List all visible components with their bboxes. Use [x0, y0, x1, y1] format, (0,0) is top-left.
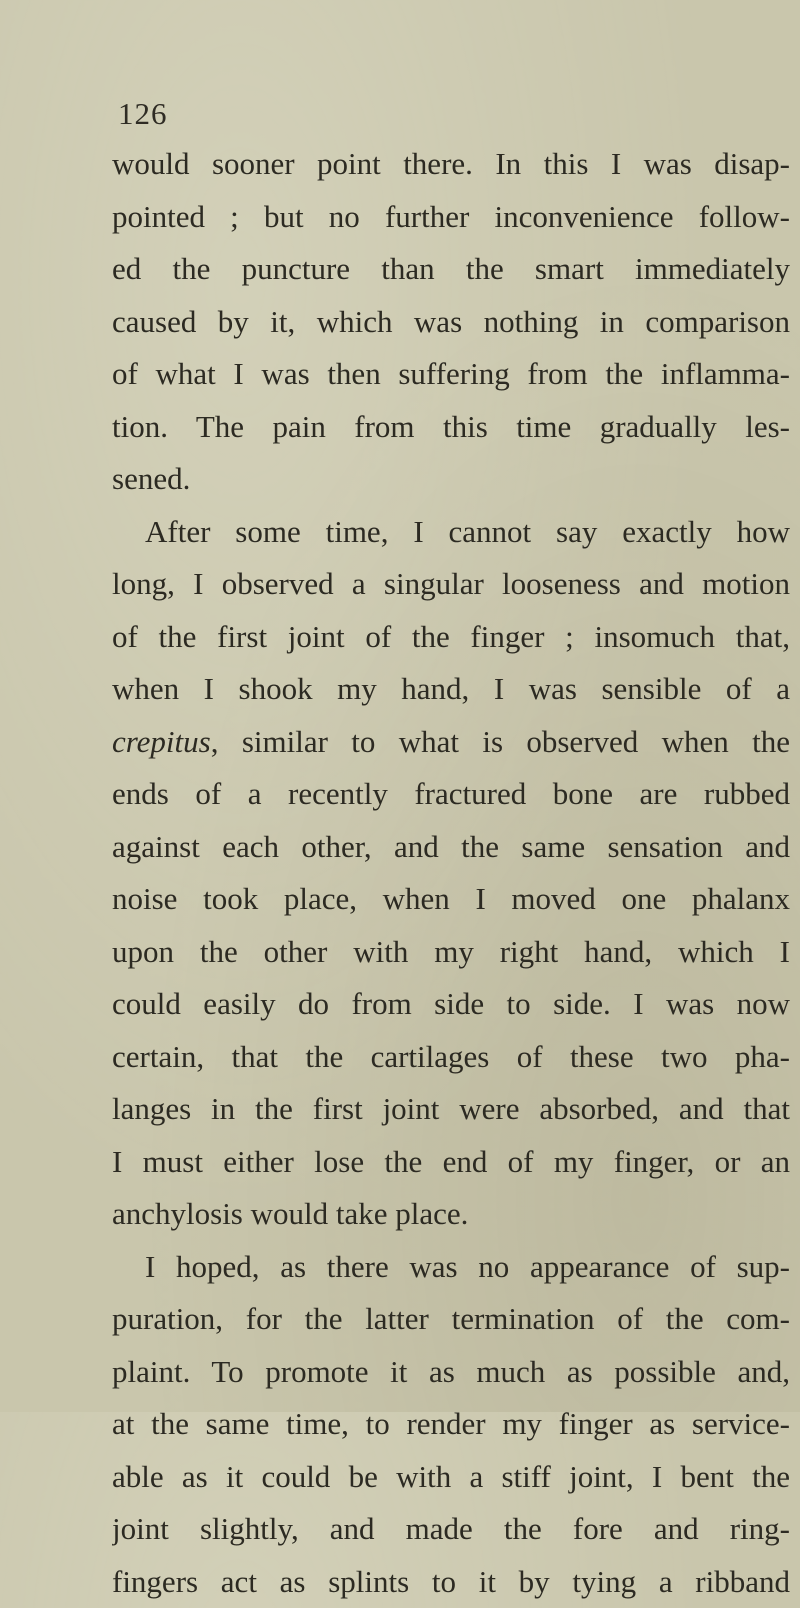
text-line: of the first joint of the finger ; insomuch that, [112, 611, 790, 664]
body-text [112, 138, 790, 1608]
text-line: puration, for the latter termination of the com- [112, 1293, 790, 1346]
text-line: would sooner point there. In this I was disap- [112, 138, 790, 191]
text-line: able as it could be with a stiff joint, I bent the [112, 1451, 790, 1504]
text-line: pointed ; but no further inconvenience follow- [112, 191, 790, 244]
text-line: ed the puncture than the smart immediately [112, 243, 790, 296]
paragraph-start-line: I hoped, as there was no appearance of sup- [112, 1241, 790, 1294]
text-line-italic-start: crepitus, similar to what is observed when the [112, 716, 790, 769]
text-line: ends of a recently fractured bone are rubbed [112, 768, 790, 821]
text-line: of what I was then suffering from the inflamma- [112, 348, 790, 401]
text-line: langes in the first joint were absorbed, and that [112, 1083, 790, 1136]
text-line: fingers act as splints to it by tying a ribband [112, 1556, 790, 1608]
text-line: long, I observed a singular looseness and motion [112, 558, 790, 611]
text-line: anchylosis would take place. [112, 1188, 790, 1241]
text-line: upon the other with my right hand, which I [112, 926, 790, 979]
text-line: when I shook my hand, I was sensible of a [112, 663, 790, 716]
page-number: 126 [118, 96, 168, 132]
text-line: sened. [112, 453, 790, 506]
text-line: I must either lose the end of my finger, or an [112, 1136, 790, 1189]
text-line: could easily do from side to side. I was now [112, 978, 790, 1031]
text-line: plaint. To promote it as much as possible and, [112, 1346, 790, 1399]
text-line: at the same time, to render my finger as service- [112, 1398, 790, 1451]
text-line: noise took place, when I moved one phalanx [112, 873, 790, 926]
text-line: tion. The pain from this time gradually les- [112, 401, 790, 454]
text-line: caused by it, which was nothing in comparison [112, 296, 790, 349]
italic-term: crepitus [112, 724, 211, 759]
text-line: certain, that the cartilages of these two pha- [112, 1031, 790, 1084]
text-line: joint slightly, and made the fore and ring- [112, 1503, 790, 1556]
text-line: against each other, and the same sensation and [112, 821, 790, 874]
paragraph-start-line: After some time, I cannot say exactly how [112, 506, 790, 559]
